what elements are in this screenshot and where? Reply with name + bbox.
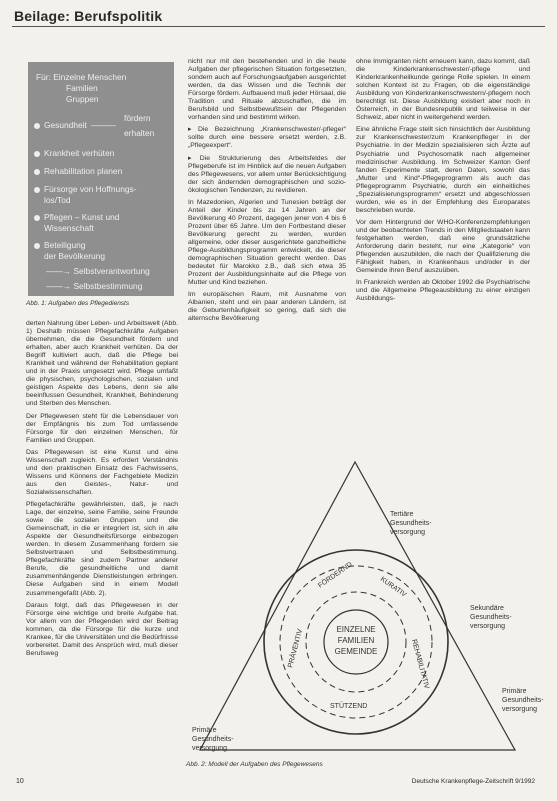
paragraph: ohne Immigranten nicht erneuern kann, dazu kommt, daß die Kinderkrankenschwester/-pflege und Kinderkrankenheilkunde geringe Rolle spielen. In einem solchen Kontext ist zu Fragen, ob die eigenständige Ausbildung von Kinderkrankenschwestern/-pflegern noch berechtigt ist. Diese Ausbildung existiert aber noch in Österreich, in der Bundesrepublik und teilweise in der Schweiz, aber nicht in weitergehend werden. — [356, 58, 530, 122]
figure-2-caption: Abb. 2: Modell der Aufgaben des Pflegewesens — [186, 761, 323, 768]
bullet-icon — [34, 151, 40, 157]
fig1-group-line: Familien — [66, 83, 98, 93]
bullet-icon — [34, 123, 40, 129]
ring-label: REHABILITATIV — [410, 638, 430, 690]
top-label: versorgung — [390, 529, 426, 536]
fig1-bullet-cont: Wissenschaft — [44, 223, 94, 233]
fig1-bullet: Fürsorge von Hoffnungs- — [44, 184, 137, 194]
fig1-group-line: Für: Einzelne Menschen — [36, 72, 127, 82]
paragraph: Der Pflegewesen steht für die Lebensdauer von der Empfängnis bis zum Tod umfassende Fürsorge für den einzelnen Menschen, für Familien und Gruppen. — [26, 412, 178, 444]
journal-footer: Deutsche Krankenpflege-Zeitschrift 9/1992 — [411, 778, 535, 785]
ring-label: FÖRDERND — [317, 561, 354, 590]
fig1-fordern: fördern — [124, 113, 151, 123]
bullet-icon — [34, 187, 40, 193]
side-label: Gesundheits- — [470, 614, 512, 621]
paragraph: Pflegefachkräfte gewährleisten, daß, je nach Lage, der einzelne, seine Familie, seine Freunde sowie die sozialen Gruppen und die Gemeinschaft, in die er integriert ist, sich in alle Aspekte der Gesundheitsfürsorge einbezogen werden. In diesem Zusammenhang fordern sie Selbstvertrauen und Selbstbestimmung. Pflegefachkräfte sind zudem Partner anderer Berufe, die gesundheitliche und damit zusammenhängende Dienstleistungen erbringen. Diese Aufgaben sind in einem Modell zusammengefaßt (Abb. 2). — [26, 500, 178, 597]
fig1-arrow-label: Selbstverantwortung — [73, 266, 150, 276]
fig1-gesund: Gesundheit — [44, 120, 87, 130]
fig1-bullet: Beteiligung — [44, 240, 86, 250]
ring-label: STÜTZEND — [330, 703, 368, 710]
arrow-right-icon: ——→ — [46, 281, 74, 291]
top-label: Gesundheits- — [390, 520, 432, 527]
bullet-icon — [34, 243, 40, 249]
text-column-2 — [188, 58, 346, 327]
fig1-bullet-cont: der Bevölkerung — [44, 251, 105, 261]
paragraph: ▸ Die Strukturierung des Arbeitsfeldes der Pflegeberufe ist im Hinblick auf die neuen Aufgaben des Pflegewesens, vor allem unter Berücksichtigung der sich ändernden demographischen und sozio-ökologischen Tendenzen, zu revidieren. — [188, 154, 346, 194]
ring-label: KURATIV — [378, 575, 408, 599]
fig1-bullet: Pflegen – Kunst und — [44, 212, 120, 222]
side-label: versorgung — [192, 745, 228, 752]
fig1-bullet: Krankheit verhüten — [44, 148, 115, 158]
figure-2-diagram — [180, 440, 545, 770]
text-column-1 — [26, 320, 178, 662]
fig1-bullet: Rehabilitation planen — [44, 166, 123, 176]
paragraph: In Frankreich werden ab Oktober 1992 die Psychiatrische und die Allgemeine Pflegeausbildung zu einer einzigen Ausbildungs- — [356, 279, 530, 303]
paragraph: ▸ Die Bezeichnung „Krankenschwester/-pfleger“ sollte durch eine bessere ersetzt werden, z.B. „Pflegeexpert“. — [188, 126, 346, 150]
paragraph: derten Nahrung über Leben- und Arbeitswelt (Abb. 1) Deshalb müssen Pflegefachkräfte Aufgaben übernehmen, die die Gesundheit fördern und erhalten, aber auch Krankheit verhüten. Da der Begriff kultiviert auch, daß die Pflege bei Krankheit und während der Rehabilitation geplant und in der Praxis umgesetzt wird. Pflege umfaßt die physischen, psychologischen, sozialen und geistigen Aspekte des Lebens, denn sie alle beeinflussen Gesundheit, Krankheit, Behinderung und Sterben des Menschen. — [26, 320, 178, 408]
figure-1 — [28, 62, 174, 296]
paragraph: Vor dem Hintergrund der WHO-Konferenzempfehlungen und der beobachteten Trends in den Mitgliedstaaten kann festgehalten werden, daß eine grundsätzliche Anforderung darin besteht, nur eine „Kategorie“ von Pflegenden auszubilden, die nach der Qualifizierung die Fähigkeit haben, in Krankenhaus und/oder in der Gemeinde ihren Beruf auszuüben. — [356, 218, 530, 275]
side-label: Sekundäre — [470, 605, 504, 612]
paragraph: Das Pflegewesen ist eine Kunst und eine Wissenschaft zugleich. Es erfordert Verständnis und den praktischen Einsatz des Fachwissens, Wissens und Könnens der Fachgebiete Medizin aus den Geistes-, Natur- und Sozialwissenschaften. — [26, 448, 178, 496]
side-label: Primäre — [192, 727, 217, 734]
bullet-icon — [34, 169, 40, 175]
arrow-right-icon: ——→ — [46, 266, 74, 276]
side-label: Gesundheits- — [502, 697, 544, 704]
paragraph: Daraus folgt, daß das Pflegewesen in der Fürsorge eine wichtige und breite Aufgabe hat. Vor allem von der Pflegenden wird der Beitrag kommen, da die Fürsorge für die kurze und Krankee, für die Universitäten und die Bedürfnisse vorbereitet. Damit des Ansprüch wird, muß dieser Berufsweg — [26, 601, 178, 657]
center-label: GEMEINDE — [334, 647, 378, 656]
fig1-arrow-label: Selbstbestimmung — [73, 281, 143, 291]
center-label: FAMILIEN — [337, 636, 375, 645]
ring-label: PRÄVENTIV — [287, 628, 305, 669]
text-column-3 — [356, 58, 530, 307]
figure-1-caption: Abb. 1: Aufgaben des Pflegediensts — [26, 300, 130, 307]
paragraph: nicht nur mit den bestehenden und in die heute Aufgaben der pflegerischen Situation fortgesetzten, sondern auch auf Forschungsaufgaben ausgerichtet werden, da das Wissen und die Technik der Fürsorge fördern. Aufbauend muß jeder Hörsaal, die Tradition und Rituale abzuschaffen, die im Berufsbild und Selbstbewußtsein der Pflegenden vorhanden sind und bestimmt wirken. — [188, 58, 346, 122]
paragraph: Im europäischen Raum, mit Ausnahme von Albanien, steht und ein paar anderen Ländern, ist die Geburtenhäufigkeit so gering, daß sich die alternsche Bevölkerung — [188, 291, 346, 323]
side-label: Primäre — [502, 688, 527, 695]
side-label: Gesundheits- — [192, 736, 234, 743]
top-label: Tertiäre — [390, 511, 414, 518]
side-label: versorgung — [470, 623, 506, 630]
center-label: EINZELNE — [336, 625, 376, 634]
header-rule — [12, 26, 545, 27]
bullet-icon — [34, 215, 40, 221]
paragraph: In Mazedonien, Algerien und Tunesien beträgt der Anteil der Kinder bis zu 14 Jahren an der Bevölkerung 40 Prozent, dagegen jener von 4 bis 6 Prozent über 65 Jahre. Um den Fortbestand dieser Bevölkerung gerecht zu werden, wurden allgemeine, oder dieser ausgerichtete ganzheitliche Pflege-Ausbildungsprogramm entwickelt, die dieser demographischen Situation gerecht werden. Das bedeutet für Marokko z.B., daß sich etwa 35 Prozent der Ausbildungsinhalte auf die Pflege von Mutter und Kind beziehen. — [188, 198, 346, 287]
fig1-erhalten: erhalten — [124, 128, 155, 138]
page-header: Beilage: Berufspolitik — [14, 8, 163, 24]
fig1-bullet-cont: los/Tod — [44, 195, 71, 205]
arrow-right-icon: ——— — [90, 120, 116, 130]
fig1-group-line: Gruppen — [66, 94, 99, 104]
side-label: versorgung — [502, 706, 538, 713]
paragraph: Eine ähnliche Frage stellt sich hinsichtlich der Ausbildung zur Krankenschwester/zum Krankenpfleger in der Psychiatrie. In der Medizin spezialisieren sich Ärzte auf Psychiatrie und Psychosomatik nach allgemeiner medizinischer Ausbildung. Im Schweizer Kanton Genf fanden Experimente statt, deren Daten, sowohl das „Mutter und Kind“-Pflegeprogramm als auch das Pflegeprogramm Psychiatrie, durch ein einheitliches „Spezialisierungsprogramm“ ersetzt und abgeschlossen wurden, wie es in der Empfehlung des Europarates beschrieben wurde. — [356, 126, 530, 214]
page-number: 10 — [16, 778, 24, 785]
